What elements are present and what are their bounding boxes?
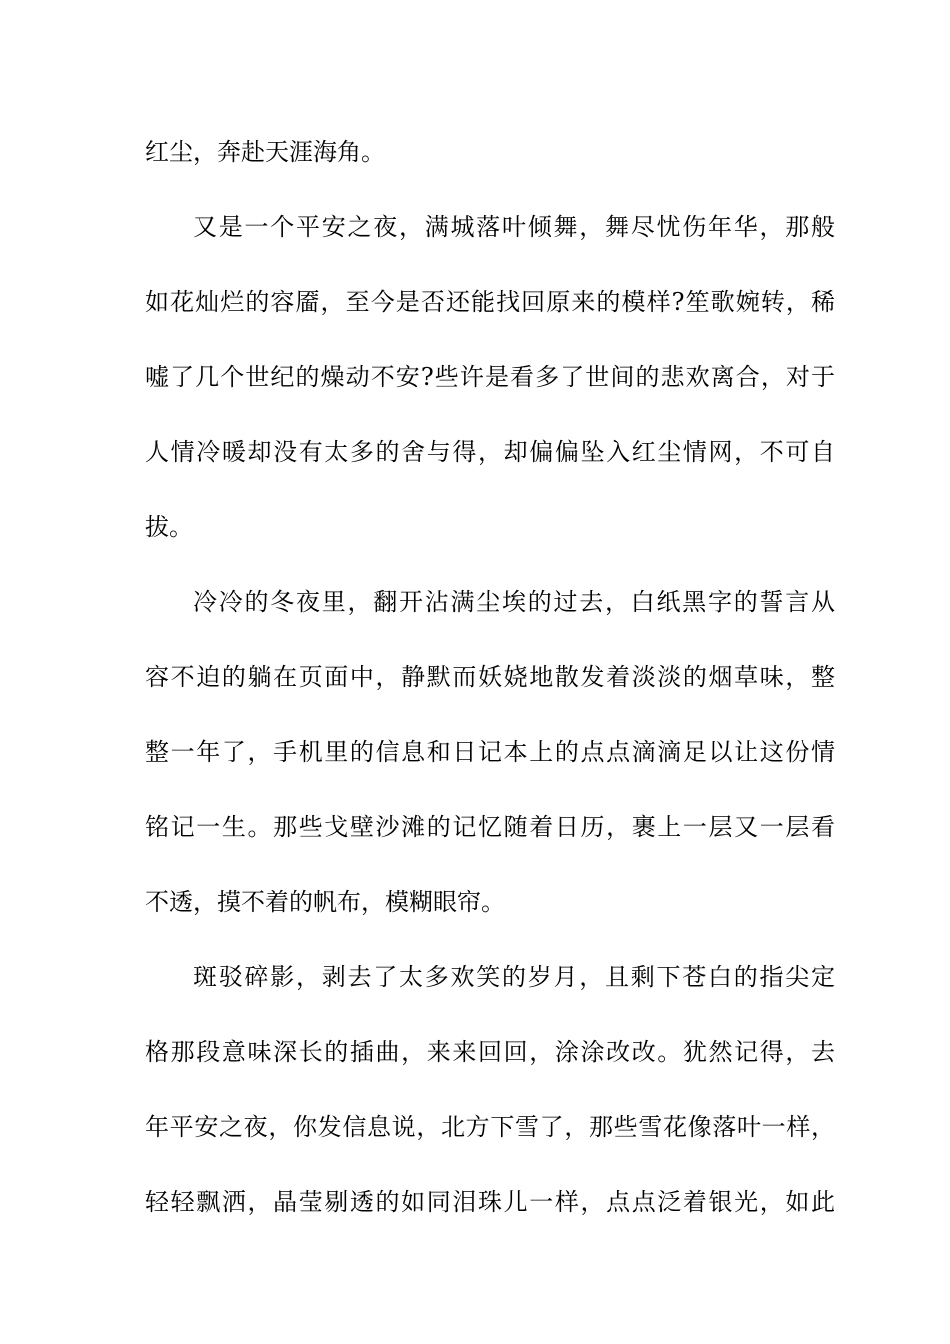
text-line: 不透，摸不着的帆布，模糊眼帘。 [145, 888, 505, 916]
text-line: 如花灿烂的容靥，至今是否还能找回原来的模样?笙歌婉转，稀 [145, 288, 835, 316]
text-line: 拔。 [145, 513, 193, 541]
paragraph-first-line: 斑驳碎影，剥去了太多欢笑的岁月，且剩下苍白的指尖定 [193, 963, 835, 991]
text-line: 年平安之夜，你发信息说，北方下雪了，那些雪花像落叶一样， [145, 1113, 835, 1141]
paragraph-first-line: 冷冷的冬夜里，翻开沾满尘埃的过去，白纸黑字的誓言从 [193, 588, 835, 616]
text-line: 轻轻飘洒，晶莹剔透的如同泪珠儿一样，点点泛着银光，如此 [145, 1188, 835, 1216]
text-line: 红尘，奔赴天涯海角。 [145, 138, 385, 166]
text-line: 嘘了几个世纪的燥动不安?些许是看多了世间的悲欢离合，对于 [145, 363, 835, 391]
text-line: 铭记一生。那些戈壁沙滩的记忆随着日历，裹上一层又一层看 [145, 813, 835, 841]
text-line: 整一年了，手机里的信息和日记本上的点点滴滴足以让这份情 [145, 738, 835, 766]
text-line: 格那段意味深长的插曲，来来回回，涂涂改改。犹然记得，去 [145, 1038, 835, 1066]
paragraph-first-line: 又是一个平安之夜，满城落叶倾舞，舞尽忧伤年华，那般 [193, 213, 835, 241]
text-line: 人情冷暖却没有太多的舍与得，却偏偏坠入红尘情网，不可自 [145, 438, 835, 466]
text-line: 容不迫的躺在页面中，静默而妖娆地散发着淡淡的烟草味，整 [145, 663, 835, 691]
